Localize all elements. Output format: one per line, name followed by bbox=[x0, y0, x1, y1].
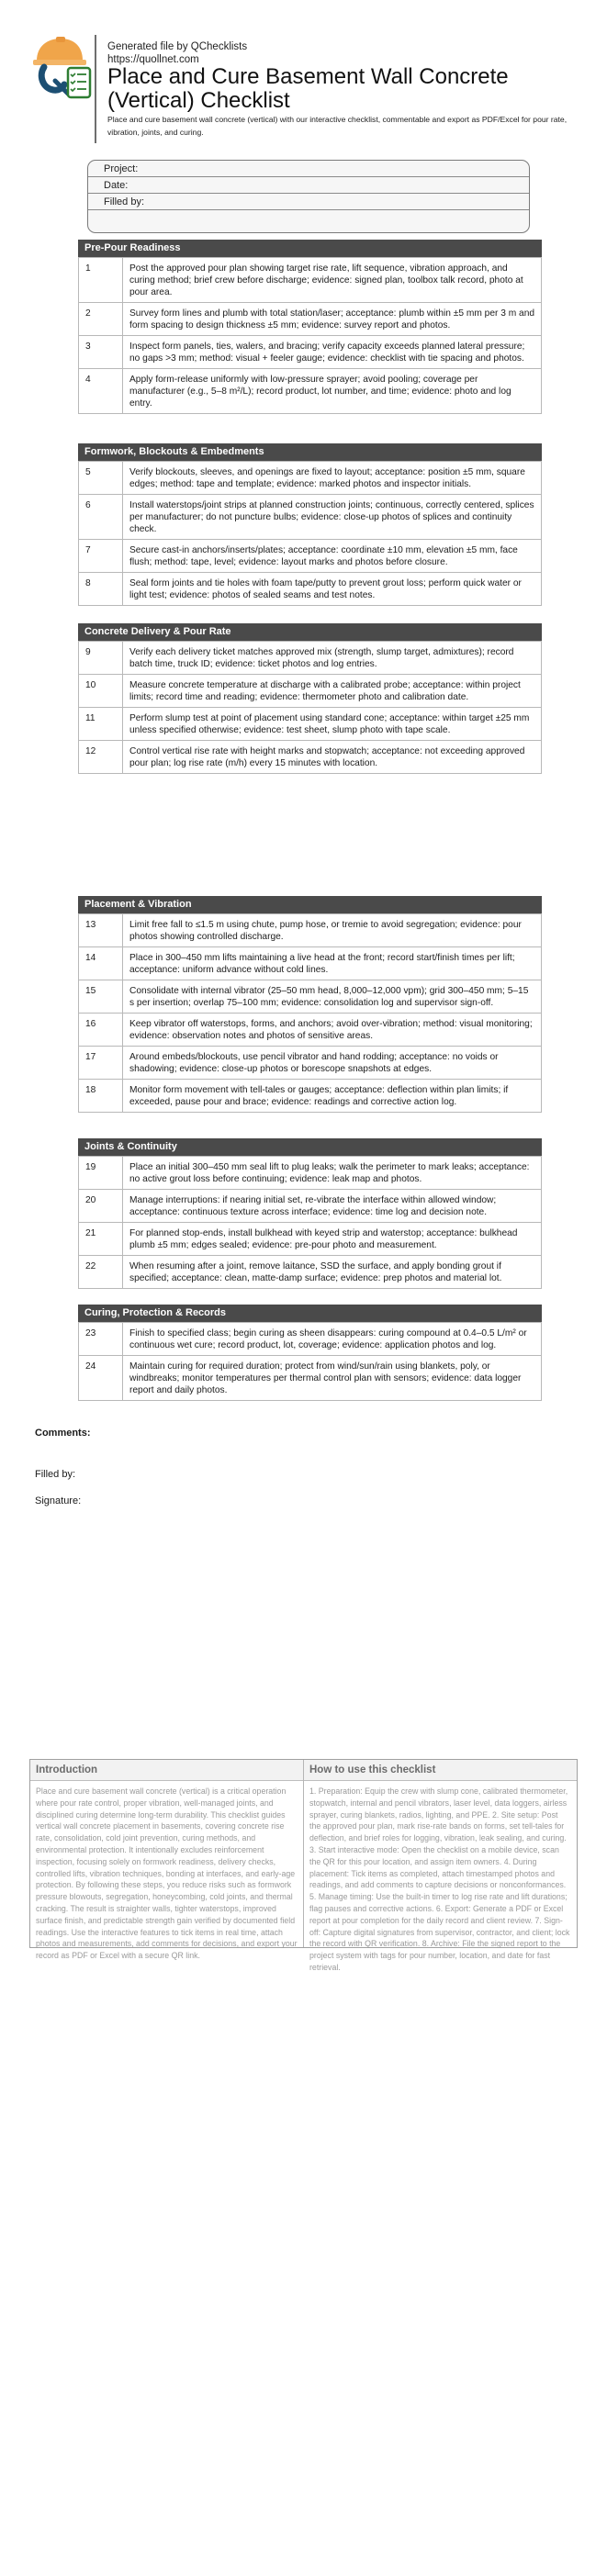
page-subtitle: Place and cure basement wall concrete (vertical) with our interactive checklist, commentable and export as PDF/Excel for pour rate, vibration, joints, and curing. bbox=[107, 115, 568, 137]
item-number: 18 bbox=[79, 1080, 123, 1113]
item-number: 9 bbox=[79, 642, 123, 675]
howto-column bbox=[303, 1760, 577, 1972]
blank-field[interactable] bbox=[88, 210, 529, 227]
item-number: 3 bbox=[79, 336, 123, 369]
item-number: 4 bbox=[79, 369, 123, 414]
item-number: 17 bbox=[79, 1047, 123, 1080]
item-text: Post the approved pour plan showing target rise rate, lift sequence, vibration approach, and curing method; brief crew before discharge; evidence: signed plan, toolbox talk record, photo at pour area. bbox=[123, 258, 542, 303]
item-number: 16 bbox=[79, 1014, 123, 1047]
item-text: Measure concrete temperature at discharge with a calibrated probe; acceptance: within project limits; record time and reading; evidence: thermometer photo and calibration date. bbox=[123, 675, 542, 708]
qchecklists-logo-icon bbox=[31, 37, 94, 101]
item-text: Install waterstops/joint strips at planned construction joints; continuous, correctly centered, splices per manufacturer; do not puncture bulbs; evidence: close-up photos of splices and continuity check. bbox=[123, 495, 542, 540]
item-text: Survey form lines and plumb with total station/laser; acceptance: plumb within ±5 mm per 3 m and form spacing to design thickness ±5 mm; evidence: survey report and photos. bbox=[123, 303, 542, 336]
item-number: 21 bbox=[79, 1223, 123, 1256]
table-row[interactable] bbox=[79, 708, 542, 741]
table-row[interactable] bbox=[79, 1223, 542, 1256]
table-row[interactable] bbox=[79, 947, 542, 980]
introduction-text: Place and cure basement wall concrete (vertical) is a critical operation where pour rate control, proper vibration, well-managed joints, and disciplined curing determine long-term durability. This checklist guides vertical wall concrete placement in basements, covering concrete rise rate, consolidation, cold joint prevention, curing methods, and environmental protection. It intentionally excludes reinforcement inspection, focusing solely on formwork readiness, delivery checks, controlled lifts, vibration techniques, bonding at interfaces, and early-age protection. By following these steps, you reduce risks such as formwork pressure blowouts, segregation, honeycombing, cold joints, and thermal cracking. The result is straighter walls, tighter waterstops, improved surface finish, and predictable strength gain verified by documented field readings. Use the interactive features to tick items in real time, attach photos and measurements, add comments for decisions, and export your record as PDF or Excel with a secure QR link. bbox=[36, 1786, 298, 1961]
table-row[interactable] bbox=[79, 303, 542, 336]
table-row[interactable] bbox=[79, 369, 542, 414]
page-title: Place and Cure Basement Wall Concrete (Vertical) Checklist bbox=[107, 64, 509, 113]
item-number: 8 bbox=[79, 573, 123, 606]
table-row[interactable] bbox=[79, 1323, 542, 1356]
section-placement-vibration bbox=[78, 896, 542, 1113]
generator-credit bbox=[107, 40, 247, 66]
introduction-heading: Introduction bbox=[30, 1760, 303, 1781]
item-text: Limit free fall to ≤1.5 m using chute, pump hose, or tremie to avoid segregation; evidence: pour photos showing controlled discharge. bbox=[123, 914, 542, 947]
item-number: 10 bbox=[79, 675, 123, 708]
table-row[interactable] bbox=[79, 675, 542, 708]
item-text: Maintain curing for required duration; protect from wind/sun/rain using blankets, poly, or windbreaks; monitor temperatures per thermal control plan with sensors; evidence: data logger report and daily photos. bbox=[123, 1356, 542, 1401]
filled-by-field[interactable]: Filled by: bbox=[88, 194, 529, 210]
item-text: Secure cast-in anchors/inserts/plates; acceptance: coordinate ±10 mm, elevation ±5 mm, face flush; method: tape, level; evidence: layout marks and photos before closure. bbox=[123, 540, 542, 573]
table-row[interactable] bbox=[79, 573, 542, 606]
comments-label: Comments: bbox=[35, 1428, 91, 1439]
section-formwork-blockouts-embedments bbox=[78, 443, 542, 606]
section-header: Pre-Pour Readiness bbox=[78, 240, 542, 257]
section-joints-continuity bbox=[78, 1138, 542, 1289]
section-header: Placement & Vibration bbox=[78, 896, 542, 913]
project-field[interactable]: Project: bbox=[88, 161, 529, 177]
item-number: 12 bbox=[79, 741, 123, 774]
section-header: Joints & Continuity bbox=[78, 1138, 542, 1156]
item-text: Place an initial 300–450 mm seal lift to plug leaks; walk the perimeter to mark leaks; acceptance: no active grout loss before continuing; evidence: leak map and photos. bbox=[123, 1157, 542, 1190]
checklist-table bbox=[78, 1156, 542, 1289]
item-number: 13 bbox=[79, 914, 123, 947]
section-pre-pour-readiness bbox=[78, 240, 542, 414]
checklist-table bbox=[78, 1322, 542, 1401]
intro-howto-panel bbox=[29, 1759, 578, 1972]
project-info-box bbox=[87, 160, 530, 233]
howto-text: 1. Preparation: Equip the crew with slump cone, calibrated thermometer, stopwatch, internal and pencil vibrators, laser level, data loggers, airless sprayer, curing blankets, radios, lighting, and PPE. 2. Site setup: Post the approved pour plan, mark rise-rate bands on forms, set tell-tales for deflection, and brief roles for logging, vibration, leak sealing, and curing. 3. Start interactive mode: Open the checklist on a mobile device, scan the QR for this pour location, and assign item owners. 4. During placement: Tick items as completed, attach timestamped photos and readings, and add comments to capture decisions or nonconformances. 5. Manage timing: Use the built-in timer to log rise rate and lift durations; flag pauses and corrective actions. 6. Export: Generate a PDF or Excel report at pour completion for the daily record and client review. 7. Sign-off: Capture digital signatures from supervisor, contractor, and client; lock the record with QR verification. 8. Archive: File the signed report to the project system with tags for pour number, location, and date for fast retrieval. bbox=[309, 1786, 570, 1972]
item-text: Perform slump test at point of placement using standard cone; acceptance: within target ±25 mm unless specified otherwise; evidence: test sheet, slump photo with tape scale. bbox=[123, 708, 542, 741]
item-text: Monitor form movement with tell-tales or gauges; acceptance: deflection within plan limits; if exceeded, pause pour and brace; evidence: readings and corrective action log. bbox=[123, 1080, 542, 1113]
signature-label: Signature: bbox=[35, 1495, 82, 1506]
item-number: 1 bbox=[79, 258, 123, 303]
item-text: Keep vibrator off waterstops, forms, and anchors; avoid over-vibration; method: visual monitoring; evidence: observation notes and photos of sensitive areas. bbox=[123, 1014, 542, 1047]
item-number: 24 bbox=[79, 1356, 123, 1401]
table-row[interactable] bbox=[79, 914, 542, 947]
table-row[interactable] bbox=[79, 1356, 542, 1401]
checklist-table bbox=[78, 257, 542, 414]
table-row[interactable] bbox=[79, 1014, 542, 1047]
item-number: 6 bbox=[79, 495, 123, 540]
section-header: Curing, Protection & Records bbox=[78, 1305, 542, 1322]
section-header: Concrete Delivery & Pour Rate bbox=[78, 623, 542, 641]
item-text: Around embeds/blockouts, use pencil vibrator and hand rodding; acceptance: no voids or shadowing; evidence: close-up photos or borescope snapshots at edges. bbox=[123, 1047, 542, 1080]
date-field[interactable]: Date: bbox=[88, 177, 529, 194]
item-number: 20 bbox=[79, 1190, 123, 1223]
item-text: For planned stop-ends, install bulkhead with keyed strip and waterstop; acceptance: bulkhead plumb ±5 mm; edges sealed; evidence: pre-pour photo and measurement. bbox=[123, 1223, 542, 1256]
item-text: Apply form-release uniformly with low-pressure sprayer; avoid pooling; coverage per manufacturer (e.g., 5–8 m²/L); record product, lot number, and time; evidence: photo and log entry. bbox=[123, 369, 542, 414]
item-text: Control vertical rise rate with height marks and stopwatch; acceptance: not exceeding approved pour plan; log rise rate (m/h) every 15 minutes with location. bbox=[123, 741, 542, 774]
item-number: 5 bbox=[79, 462, 123, 495]
item-number: 11 bbox=[79, 708, 123, 741]
table-row[interactable] bbox=[79, 1256, 542, 1289]
table-row[interactable] bbox=[79, 495, 542, 540]
section-curing-protection-records bbox=[78, 1305, 542, 1401]
generated-by-text: Generated file by QChecklists bbox=[107, 41, 248, 52]
item-text: Verify each delivery ticket matches approved mix (strength, slump target, admixtures); record batch time, truck ID; evidence: ticket photos and log entries. bbox=[123, 642, 542, 675]
howto-heading: How to use this checklist bbox=[304, 1760, 577, 1781]
item-number: 7 bbox=[79, 540, 123, 573]
item-number: 14 bbox=[79, 947, 123, 980]
header-divider bbox=[95, 35, 96, 143]
table-row[interactable] bbox=[79, 336, 542, 369]
item-text: Inspect form panels, ties, walers, and bracing; verify capacity exceeds planned lateral pressure; no gaps >3 mm; method: visual + feeler gauge; evidence: checklist with tie spacing and photos. bbox=[123, 336, 542, 369]
checklist-table bbox=[78, 913, 542, 1113]
table-row[interactable] bbox=[79, 1080, 542, 1113]
item-number: 23 bbox=[79, 1323, 123, 1356]
table-row[interactable] bbox=[79, 462, 542, 495]
item-number: 19 bbox=[79, 1157, 123, 1190]
item-text: When resuming after a joint, remove laitance, SSD the surface, and apply bonding grout if specified; acceptance: clean, matte-damp surface; evidence: prep photos and material lot. bbox=[123, 1256, 542, 1289]
item-text: Place in 300–450 mm lifts maintaining a live head at the front; record start/finish times per lift; acceptance: uniform advance without cold lines. bbox=[123, 947, 542, 980]
table-row[interactable] bbox=[79, 540, 542, 573]
table-row[interactable] bbox=[79, 642, 542, 675]
item-text: Manage interruptions: if nearing initial set, re-vibrate the interface within allowed window; acceptance: continuous texture across interface; evidence: time log and decision note. bbox=[123, 1190, 542, 1223]
filled-by-label: Filled by: bbox=[35, 1469, 76, 1480]
item-text: Seal form joints and tie holes with foam tape/putty to prevent grout loss; perform quick water or light test; evidence: photos of sealed seams and test notes. bbox=[123, 573, 542, 606]
document-header bbox=[0, 0, 607, 147]
table-row[interactable] bbox=[79, 980, 542, 1014]
table-row[interactable] bbox=[79, 258, 542, 303]
checklist-table bbox=[78, 641, 542, 774]
item-text: Finish to specified class; begin curing as sheen disappears: curing compound at 0.4–0.5 L/m² or continuous wet cure; record product, lot, coverage; evidence: application photos and log. bbox=[123, 1323, 542, 1356]
table-row[interactable] bbox=[79, 1047, 542, 1080]
source-url-link[interactable]: https://quollnet.com bbox=[107, 54, 199, 65]
item-text: Verify blockouts, sleeves, and openings are fixed to layout; acceptance: position ±5 mm, square edges; method: tape and template; evidence: marked photos and inspector initials. bbox=[123, 462, 542, 495]
section-concrete-delivery-pour-rate bbox=[78, 623, 542, 774]
table-row[interactable] bbox=[79, 741, 542, 774]
item-text: Consolidate with internal vibrator (25–50 mm head, 8,000–12,000 vpm); grid 300–450 mm; 5–15 s per insertion; overlap 75–100 mm; evidence: consolidation log and supervisor sign-off. bbox=[123, 980, 542, 1014]
table-row[interactable] bbox=[79, 1157, 542, 1190]
introduction-column bbox=[30, 1760, 303, 1961]
section-header: Formwork, Blockouts & Embedments bbox=[78, 443, 542, 461]
item-number: 2 bbox=[79, 303, 123, 336]
checklist-table bbox=[78, 461, 542, 606]
table-row[interactable] bbox=[79, 1190, 542, 1223]
item-number: 15 bbox=[79, 980, 123, 1014]
item-number: 22 bbox=[79, 1256, 123, 1289]
